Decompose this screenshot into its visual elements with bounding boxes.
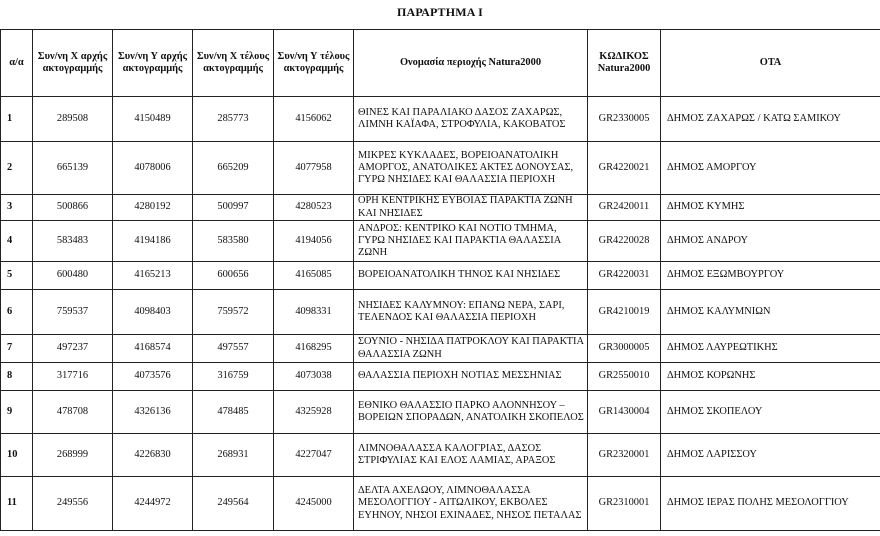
x-end-cell: 500997	[193, 195, 274, 221]
y-start-cell: 4244972	[113, 477, 193, 531]
row-index: 11	[1, 477, 33, 531]
ota-cell: ΔΗΜΟΣ ΣΚΟΠΕΛΟΥ	[661, 391, 880, 434]
x-end-cell: 285773	[193, 97, 274, 142]
area-name-cell: ΔΕΛΤΑ ΑΧΕΛΩΟΥ, ΛΙΜΝΟΘΑΛΑΣΣΑ ΜΕΣΟΛΟΓΓΙΟΥ - ΑΙΤΩΛΙΚΟΥ, ΕΚΒΟΛΕΣ ΕΥΗΝΟΥ, ΝΗΣΟΙ ΕΧΙΝΑΔΕΣ, ΝΗΣΟΣ ΠΕΤΑΛΑΣ	[354, 477, 588, 531]
table-row	[1, 221, 880, 262]
x-start-cell: 317716	[33, 363, 113, 391]
y-end-cell: 4245000	[274, 477, 354, 531]
natura-code-cell: GR3000005	[588, 335, 661, 363]
area-name-cell: ΝΗΣΙΔΕΣ ΚΑΛΥΜΝΟΥ: ΕΠΑΝΩ ΝΕΡΑ, ΣΑΡΙ, ΤΕΛΕΝΔΟΣ ΚΑΙ ΘΑΛΑΣΣΙΑ ΠΕΡΙΟΧΗ	[354, 290, 588, 335]
table-row	[1, 335, 880, 363]
y-end-cell: 4227047	[274, 434, 354, 477]
ota-cell: ΔΗΜΟΣ ΑΜΟΡΓΟΥ	[661, 142, 880, 195]
ota-cell: ΔΗΜΟΣ ΕΞΩΜΒΟΥΡΓΟΥ	[661, 262, 880, 290]
x-start-cell: 759537	[33, 290, 113, 335]
natura-code-cell: GR2550010	[588, 363, 661, 391]
document-title: ΠΑΡΑΡΤΗΜΑ Ι	[396, 5, 484, 19]
table-row	[1, 391, 880, 434]
table-row	[1, 434, 880, 477]
row-index: 3	[1, 195, 33, 221]
area-name-cell: ΣΟΥΝΙΟ - ΝΗΣΙΔΑ ΠΑΤΡΟΚΛΟΥ ΚΑΙ ΠΑΡΑΚΤΙΑ ΘΑΛΑΣΣΙΑ ΖΩΝΗ	[354, 335, 588, 363]
y-end-cell: 4077958	[274, 142, 354, 195]
ota-cell: ΔΗΜΟΣ ΖΑΧΑΡΩΣ / ΚΑΤΩ ΣΑΜΙΚΟΥ	[661, 97, 880, 142]
natura-code-cell: GR2310001	[588, 477, 661, 531]
row-index: 10	[1, 434, 33, 477]
y-end-cell: 4098331	[274, 290, 354, 335]
x-end-cell: 497557	[193, 335, 274, 363]
table-row	[1, 97, 880, 142]
x-start-cell: 600480	[33, 262, 113, 290]
row-index: 9	[1, 391, 33, 434]
area-name-cell: ΑΝΔΡΟΣ: ΚΕΝΤΡΙΚΟ ΚΑΙ ΝΟΤΙΟ ΤΜΗΜΑ, ΓΥΡΩ ΝΗΣΙΔΕΣ ΚΑΙ ΠΑΡΑΚΤΙΑ ΘΑΛΑΣΣΙΑ ΖΩΝΗ	[354, 221, 588, 262]
x-start-cell: 583483	[33, 221, 113, 262]
x-end-cell: 665209	[193, 142, 274, 195]
natura-code-cell: GR4220021	[588, 142, 661, 195]
header-ota: ΟΤΑ	[661, 30, 880, 97]
row-index: 1	[1, 97, 33, 142]
y-start-cell: 4150489	[113, 97, 193, 142]
row-index: 4	[1, 221, 33, 262]
y-end-cell: 4165085	[274, 262, 354, 290]
header-area: Ονομασία περιοχής Natura2000	[354, 30, 588, 97]
y-start-cell: 4194186	[113, 221, 193, 262]
ota-cell: ΔΗΜΟΣ ΚΑΛΥΜΝΙΩΝ	[661, 290, 880, 335]
y-start-cell: 4073576	[113, 363, 193, 391]
y-start-cell: 4326136	[113, 391, 193, 434]
y-start-cell: 4078006	[113, 142, 193, 195]
ota-cell: ΔΗΜΟΣ ΑΝΔΡΟΥ	[661, 221, 880, 262]
table-row	[1, 477, 880, 531]
ota-cell: ΔΗΜΟΣ ΛΑΥΡΕΩΤΙΚΗΣ	[661, 335, 880, 363]
header-x-start: Συν/νη Χ αρχής ακτογραμμής	[33, 30, 113, 97]
x-end-cell: 478485	[193, 391, 274, 434]
natura-code-cell: GR4220031	[588, 262, 661, 290]
area-name-cell: ΘΙΝΕΣ ΚΑΙ ΠΑΡΑΛΙΑΚΟ ΔΑΣΟΣ ΖΑΧΑΡΩΣ, ΛΙΜΝΗ ΚΑΪΑΦΑ, ΣΤΡΟΦΥΛΙΑ, ΚΑΚΟΒΑΤΟΣ	[354, 97, 588, 142]
y-end-cell: 4325928	[274, 391, 354, 434]
row-index: 2	[1, 142, 33, 195]
y-start-cell: 4280192	[113, 195, 193, 221]
header-idx: α/α	[1, 30, 33, 97]
x-start-cell: 497237	[33, 335, 113, 363]
natura-code-cell: GR2420011	[588, 195, 661, 221]
natura-code-cell: GR1430004	[588, 391, 661, 434]
ota-cell: ΔΗΜΟΣ ΚΥΜΗΣ	[661, 195, 880, 221]
y-end-cell: 4168295	[274, 335, 354, 363]
x-end-cell: 316759	[193, 363, 274, 391]
natura-table	[0, 29, 880, 531]
x-end-cell: 759572	[193, 290, 274, 335]
x-start-cell: 249556	[33, 477, 113, 531]
header-y-start: Συν/νη Υ αρχής ακτογραμμής	[113, 30, 193, 97]
y-start-cell: 4168574	[113, 335, 193, 363]
x-start-cell: 478708	[33, 391, 113, 434]
y-start-cell: 4226830	[113, 434, 193, 477]
x-end-cell: 249564	[193, 477, 274, 531]
natura-code-cell: GR4210019	[588, 290, 661, 335]
x-start-cell: 289508	[33, 97, 113, 142]
table-row	[1, 363, 880, 391]
header-row	[1, 30, 880, 97]
header-y-end: Συν/νη Υ τέλους ακτογραμμής	[274, 30, 354, 97]
ota-cell: ΔΗΜΟΣ ΚΟΡΩΝΗΣ	[661, 363, 880, 391]
x-start-cell: 268999	[33, 434, 113, 477]
table-row	[1, 142, 880, 195]
y-end-cell: 4156062	[274, 97, 354, 142]
area-name-cell: ΛΙΜΝΟΘΑΛΑΣΣΑ ΚΑΛΟΓΡΙΑΣ, ΔΑΣΟΣ ΣΤΡΙΦΥΛΙΑΣ ΚΑΙ ΕΛΟΣ ΛΑΜΙΑΣ, ΑΡΑΞΟΣ	[354, 434, 588, 477]
header-x-end: Συν/νη Χ τέλους ακτογραμμής	[193, 30, 274, 97]
natura-code-cell: GR2330005	[588, 97, 661, 142]
row-index: 6	[1, 290, 33, 335]
area-name-cell: ΘΑΛΑΣΣΙΑ ΠΕΡΙΟΧΗ ΝΟΤΙΑΣ ΜΕΣΣΗΝΙΑΣ	[354, 363, 588, 391]
row-index: 5	[1, 262, 33, 290]
table-row	[1, 262, 880, 290]
y-start-cell: 4165213	[113, 262, 193, 290]
x-start-cell: 500866	[33, 195, 113, 221]
row-index: 8	[1, 363, 33, 391]
ota-cell: ΔΗΜΟΣ ΛΑΡΙΣΣΟΥ	[661, 434, 880, 477]
ota-cell: ΔΗΜΟΣ ΙΕΡΑΣ ΠΟΛΗΣ ΜΕΣΟΛΟΓΓΙΟΥ	[661, 477, 880, 531]
table-row	[1, 195, 880, 221]
header-code: ΚΩΔΙΚΟΣ Natura2000	[588, 30, 661, 97]
y-end-cell: 4280523	[274, 195, 354, 221]
row-index: 7	[1, 335, 33, 363]
x-end-cell: 583580	[193, 221, 274, 262]
y-end-cell: 4073038	[274, 363, 354, 391]
x-end-cell: 600656	[193, 262, 274, 290]
x-start-cell: 665139	[33, 142, 113, 195]
natura-code-cell: GR4220028	[588, 221, 661, 262]
area-name-cell: ΟΡΗ ΚΕΝΤΡΙΚΗΣ ΕΥΒΟΙΑΣ ΠΑΡΑΚΤΙΑ ΖΩΝΗ ΚΑΙ ΝΗΣΙΔΕΣ	[354, 195, 588, 221]
area-name-cell: ΒΟΡΕΙΟΑΝΑΤΟΛΙΚΗ ΤΗΝΟΣ ΚΑΙ ΝΗΣΙΔΕΣ	[354, 262, 588, 290]
area-name-cell: ΕΘΝΙΚΟ ΘΑΛΑΣΣΙΟ ΠΑΡΚΟ ΑΛΟΝΝΗΣΟΥ – ΒΟΡΕΙΩΝ ΣΠΟΡΑΔΩΝ, ΑΝΑΤΟΛΙΚΗ ΣΚΟΠΕΛΟΣ	[354, 391, 588, 434]
natura-code-cell: GR2320001	[588, 434, 661, 477]
x-end-cell: 268931	[193, 434, 274, 477]
area-name-cell: ΜΙΚΡΕΣ ΚΥΚΛΑΔΕΣ, ΒΟΡΕΙΟΑΝΑΤΟΛΙΚΗ ΑΜΟΡΓΟΣ, ΑΝΑΤΟΛΙΚΕΣ ΑΚΤΕΣ ΔΟΝΟΥΣΑΣ, ΓΥΡΩ ΝΗΣΙΔΕΣ ΚΑΙ ΘΑΛΑΣΣΙΑ ΠΕΡΙΟΧΗ	[354, 142, 588, 195]
table-row	[1, 290, 880, 335]
y-start-cell: 4098403	[113, 290, 193, 335]
y-end-cell: 4194056	[274, 221, 354, 262]
